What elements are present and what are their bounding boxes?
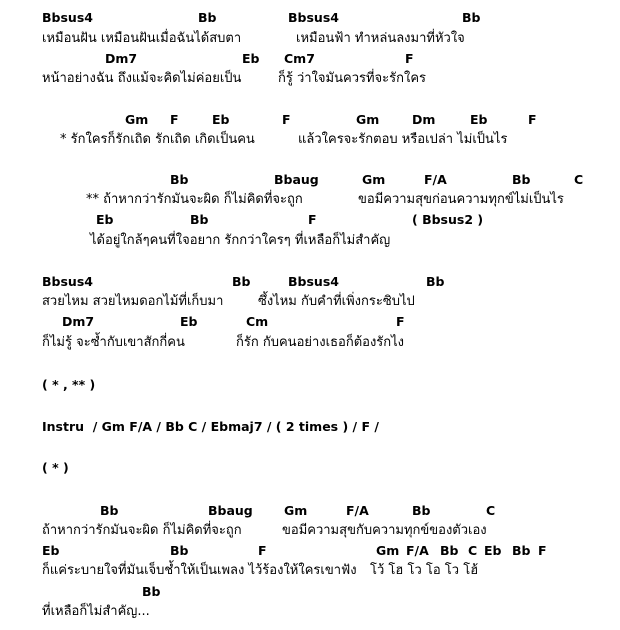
chord: F/A (424, 172, 447, 187)
chord: C (574, 172, 584, 187)
lyric-text: สวยไหม สวยไหมดอกไม้ที่เก็บมา (42, 294, 224, 309)
lyric-text: หน้าอย่างฉัน ถึงแม้จะคิดไม่ค่อยเป็น (42, 71, 242, 86)
chord: Bbsus4 (288, 274, 339, 289)
chord: Gm (356, 112, 380, 127)
chord-line (0, 171, 620, 189)
chord: Eb (212, 112, 230, 127)
chord: Eb (180, 314, 198, 329)
chord: Eb (242, 51, 260, 66)
chord-line (0, 583, 620, 601)
lyric-text: เหมือนฟ้า ทำหล่นลงมาที่หัวใจ (296, 31, 465, 46)
chord: F/A (346, 503, 369, 518)
lyric-line (0, 70, 620, 88)
chord: Eb (42, 543, 60, 558)
chord-line (0, 542, 620, 560)
chord: F (282, 112, 291, 127)
lyric-text: ก็รู้ ว่าใจมันควรที่จะรักใคร (278, 71, 427, 86)
chord: Bb (232, 274, 251, 289)
lyric-text: ก็แค่ระบายใจที่มันเจ็บช้ำให้เป็นเพลง ไว้ร้องให้ใครเขาฟัง (42, 563, 357, 578)
chord: Bb (170, 543, 189, 558)
lyric-line (0, 293, 620, 311)
chord: Bbaug (208, 503, 253, 518)
section-label: ( * , ** ) (42, 377, 96, 392)
lyric-text: ก็ไม่รู้ จะซ้ำกับเขาสักกี่คน (42, 335, 185, 350)
chord: F/A (406, 543, 429, 558)
chord: Bb (426, 274, 445, 289)
chord: F (258, 543, 267, 558)
chord: Gm (362, 172, 386, 187)
lyric-text: ซึ้งไหม กับคำที่เพิ่งกระซิบไป (258, 294, 415, 309)
chord: C (468, 543, 478, 558)
chord-line (0, 9, 620, 27)
section-label: ( * ) (42, 460, 69, 475)
lyric-text: ขอมีความสุขก่อนความทุกข์ไม่เป็นไร (358, 192, 564, 207)
lyric-text: ได้อยู่ใกล้ๆคนที่ใจอยาก รักกว่าใครๆ ที่เหลือก็ไม่สำคัญ (90, 233, 391, 248)
lyric-text: ** ถ้าหากว่ารักมันจะผิด ก็ไม่คิดที่จะถูก (86, 192, 303, 207)
chord: F (405, 51, 414, 66)
chord: Eb (470, 112, 488, 127)
chord-line (0, 273, 620, 291)
chord-line (0, 211, 620, 229)
lyric-text: เหมือนฝัน เหมือนฝันเมื่อฉันได้สบตา (42, 31, 242, 46)
chord: F (528, 112, 537, 127)
chord: Eb (484, 543, 502, 558)
chord: Bbsus4 (42, 10, 93, 25)
lyric-line (0, 232, 620, 250)
lyric-text: โว้ โฮ โว โอ โว โฮ้ (370, 563, 479, 578)
chord: Bb (190, 212, 209, 227)
chord: ( Bbsus2 ) (412, 212, 484, 227)
chord: Bb (142, 584, 161, 599)
lyric-text: ถ้าหากว่ารักมันจะผิด ก็ไม่คิดที่จะถูก (42, 523, 242, 538)
chord: Bb (512, 543, 531, 558)
chord: Bb (412, 503, 431, 518)
section-label: Instru / Gm F/A / Bb C / Ebmaj7 / ( 2 times ) / F / (42, 419, 379, 434)
lyric-line (0, 522, 620, 540)
chord: Bb (198, 10, 217, 25)
chord: Bbsus4 (288, 10, 339, 25)
lyric-line (0, 131, 620, 149)
chord: C (486, 503, 496, 518)
lyric-text: ขอมีความสุขกับความทุกข์ของตัวเอง (282, 523, 487, 538)
chord-line (0, 50, 620, 68)
chord: Eb (96, 212, 114, 227)
chord: F (308, 212, 317, 227)
chord: Dm (412, 112, 436, 127)
lyric-text: ก็รัก กับคนอย่างเธอก็ต้องรักไง (236, 335, 405, 350)
chord: Dm7 (62, 314, 95, 329)
chord-line (0, 313, 620, 331)
lyric-line (0, 191, 620, 209)
chord: F (170, 112, 179, 127)
chord: Gm (376, 543, 400, 558)
chord: Gm (125, 112, 149, 127)
chord: Cm7 (284, 51, 315, 66)
lyric-text: * รักใครก็รักเถิด รักเถิด เกิดเป็นคน (60, 132, 255, 147)
section-line (0, 418, 620, 436)
chord: Dm7 (105, 51, 138, 66)
chord: Bb (512, 172, 531, 187)
chord: Bb (440, 543, 459, 558)
chord-line (0, 502, 620, 520)
chord: F (538, 543, 547, 558)
section-line (0, 459, 620, 477)
lyric-line (0, 30, 620, 48)
lyric-line (0, 603, 620, 621)
chord: Cm (246, 314, 269, 329)
chord: F (396, 314, 405, 329)
chord: Bbsus4 (42, 274, 93, 289)
chord: Gm (284, 503, 308, 518)
chord: Bb (100, 503, 119, 518)
chord: Bb (462, 10, 481, 25)
chord: Bb (170, 172, 189, 187)
chord-line (0, 111, 620, 129)
lyric-text: แล้วใครจะรักตอบ หรือเปล่า ไม่เป็นไร (298, 132, 508, 147)
chord: Bbaug (274, 172, 319, 187)
lyric-text: ที่เหลือก็ไม่สำคัญ... (42, 604, 150, 619)
lyric-line (0, 334, 620, 352)
lyric-line (0, 562, 620, 580)
section-line (0, 376, 620, 394)
